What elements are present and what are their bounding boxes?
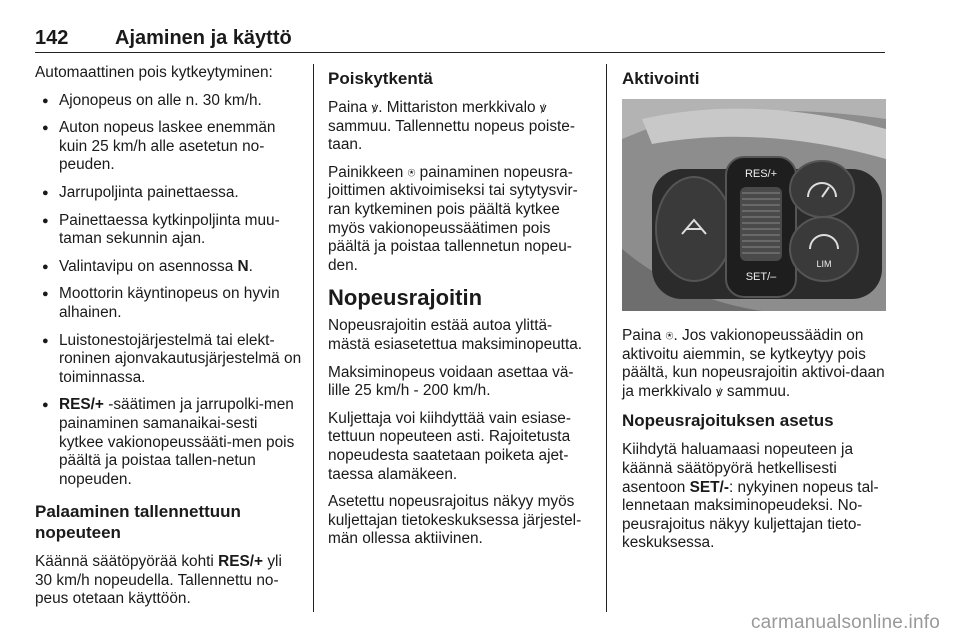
page-header — [35, 26, 885, 53]
list-item: ● Jarrupoljinta painettaessa. — [35, 184, 303, 203]
column-divider — [606, 64, 607, 612]
text: : nykyinen nopeus tal-lennetaan maksiminopeudeksi. No-peusrajoitus näkyy kuljettajan tieto-keskuksessa. — [622, 478, 879, 552]
paragraph: Maksiminopeus voidaan asettaa vä-lille 25 km/h - 200 km/h. — [328, 363, 574, 400]
column-1 — [35, 64, 303, 618]
paragraph — [328, 164, 593, 276]
list-item: ● Auton nopeus laskee enemmän kuin 25 km/h alle asetetun no-peuden. — [35, 119, 303, 175]
paragraph — [35, 553, 303, 609]
text: painaminen nopeusra-joittimen aktivoimiseksi tai sytytysvir-ran kytkeminen pois päältä kytkee myös vakionopeussäätimen pois päältä ja poistaa tallennetun nopeu-den. — [328, 163, 578, 274]
bold-text: RES/+ — [218, 553, 264, 571]
section-heading: Nopeusrajoituksen asetus — [622, 411, 834, 431]
list-item — [35, 396, 303, 489]
section-title: Nopeusrajoitin — [328, 285, 483, 311]
intro-text: Automaattinen pois kytkeytyminen: — [35, 64, 273, 81]
text: sammuu. — [722, 382, 791, 400]
list-item: ● Moottorin käyntinopeus on hyvin alhainen. — [35, 285, 303, 322]
text: Paina — [622, 327, 666, 344]
cruise-off-icon: ꝟ — [716, 383, 723, 399]
text: yli 30 km/h nopeudella. Tallennettu no-peus otetaan käyttöön. — [35, 553, 282, 608]
paragraph: Kuljettaja voi kiihdyttää vain esiase-tettuun nopeuteen asti. Rajoitetusta nopeudesta saatetaan poiketa ajet-taessa alamäkeen. — [328, 409, 571, 483]
text: Painikkeen — [328, 163, 408, 181]
page-title: Ajaminen ja käyttö — [115, 27, 292, 49]
set-label: SET/– — [745, 271, 777, 283]
column-2 — [328, 64, 593, 558]
thumbwheel — [740, 187, 782, 261]
list-item — [35, 258, 303, 277]
paragraph — [328, 99, 593, 155]
cruise-on-button — [790, 161, 854, 217]
bold-text: RES/+ — [59, 396, 104, 414]
text: Käännä säätöpyörää kohti — [35, 553, 219, 571]
lim-label: LIM — [816, 259, 832, 269]
speed-limiter-icon: ⍟ — [407, 164, 416, 180]
paragraph — [622, 441, 888, 553]
bold-text: N — [237, 257, 249, 275]
page-number: 142 — [35, 27, 69, 49]
text: . — [248, 257, 253, 275]
section-heading: Aktivointi — [622, 69, 700, 88]
limiter-button — [790, 217, 858, 281]
paragraph — [622, 327, 888, 401]
paragraph: Nopeusrajoitin estää autoa ylittä-mästä esiasetettua maksiminopeutta. — [328, 317, 583, 353]
list-item: ● Ajonopeus on alle n. 30 km/h. — [35, 92, 303, 111]
watermark: carmanualsonline.info — [750, 612, 940, 633]
steering-wheel-controls-illustration — [622, 99, 886, 311]
section-heading: Palaaminen tallennettuun nopeuteen — [35, 502, 241, 543]
speed-limiter-icon: ⍟ — [665, 328, 674, 343]
steering-wheel-svg — [622, 99, 886, 311]
list-item: ● Painettaessa kytkinpoljinta muu-taman sekunnin ajan. — [35, 212, 303, 249]
paragraph: Asetettu nopeusrajoitus näkyy myös kuljettajan tietokeskuksessa järjestel-män ollessa aktiivinen. — [328, 493, 582, 548]
text: -säätimen ja jarrupolki-men painaminen samanaikai-sesti kytkee vakionopeussääti-men pois päältä ja poistaa tallen-netun nopeuden. — [59, 396, 295, 488]
text: Kiihdytä haluamaasi nopeuteen ja käännä säätöpyörä hetkellisesti asentoon — [622, 441, 854, 496]
text: . Mittariston merkkivalo — [378, 99, 540, 116]
text: Paina — [328, 99, 372, 116]
column-3 — [622, 64, 888, 562]
cruise-off-icon: ꝟ — [539, 100, 547, 115]
bold-text: SET/- — [689, 478, 729, 496]
section-heading: Poiskytkentä — [328, 69, 433, 88]
column-divider — [313, 64, 314, 612]
text: . Jos vakionopeussäädin on aktivoitu aiemmin, se kytkeytyy pois päältä, kun nopeusrajoitin aktivoi-daan ja merkkivalo — [622, 327, 885, 400]
cruise-off-icon: ꝟ — [371, 100, 379, 115]
bullet-list — [35, 92, 303, 490]
list-item: ● Luistonestojärjestelmä tai elekt-roninen ajonvakautusjärjestelmä on toiminnassa. — [35, 332, 303, 388]
res-label: RES/+ — [744, 168, 778, 180]
text: Valintavipu on asennossa — [59, 257, 238, 275]
text: sammuu. Tallennettu nopeus poiste-taan. — [328, 117, 575, 154]
